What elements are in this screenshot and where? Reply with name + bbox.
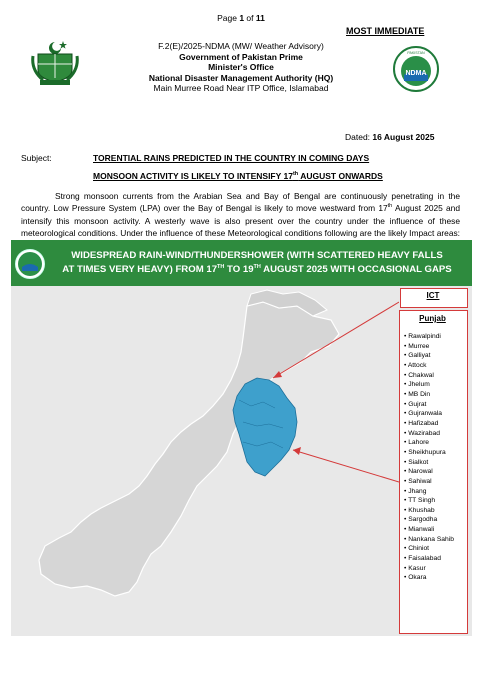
government-of-pakistan-emblem-icon <box>30 38 80 86</box>
body-part-1: Strong monsoon currents from the Arabian Sea and Bay of Bengal are continuously penetrating in the country. Low Pressure System (LPA) over the Bay of Bengal is likely to move westward from 17 <box>21 191 460 214</box>
date-value: 16 August 2025 <box>372 132 435 142</box>
district-item: • Jhelum <box>404 380 468 390</box>
district-item: • Hafizabad <box>404 419 468 429</box>
map-title-2a: AT TIMES VERY HEAVY) FROM 17 <box>62 263 218 275</box>
reference-number: F.2(E)/2025-NDMA (MW/ Weather Advisory) <box>158 41 324 51</box>
punjab-arrow <box>293 450 399 482</box>
ndma-banner-logo-icon <box>15 249 45 279</box>
district-item: • Chiniot <box>404 544 468 554</box>
district-item: • Jhang <box>404 487 468 497</box>
district-list <box>404 332 468 583</box>
district-item: • Galliyat <box>404 351 468 361</box>
letterhead <box>100 41 382 94</box>
district-item: • Wazirabad <box>404 429 468 439</box>
district-item: • Kasur <box>404 564 468 574</box>
page-of: of <box>244 13 256 23</box>
date-line <box>345 132 434 142</box>
page-number <box>0 13 482 23</box>
office-name: Minister's Office <box>208 62 274 72</box>
map-title-line-1: WIDESPREAD RAIN-WIND/THUNDERSHOWER (WITH SCATTERED HEAVY FALLS <box>71 250 443 261</box>
subject-label: Subject: <box>21 153 52 163</box>
district-item: • Okara <box>404 573 468 583</box>
district-item: • Chakwal <box>404 371 468 381</box>
map-title-sup1: TH <box>217 263 225 270</box>
subject-line-1: TORENTIAL RAINS PREDICTED IN THE COUNTRY IN COMING DAYS <box>93 153 370 163</box>
punjab-label: Punjab <box>419 314 446 323</box>
map-title-2b: TO 19 <box>224 263 254 275</box>
district-item: • MB Din <box>404 390 468 400</box>
punjab-highlight <box>233 378 297 476</box>
district-item: • Khushab <box>404 506 468 516</box>
district-item: • Narowal <box>404 467 468 477</box>
body-sup: th <box>387 203 393 210</box>
map-title-2c: AUGUST 2025 WITH OCCASIONAL GAPS <box>260 263 452 275</box>
district-item: • Sahiwal <box>404 477 468 487</box>
map-title-line-2 <box>48 263 466 277</box>
page-current: 1 <box>239 13 245 23</box>
page-total: 11 <box>255 13 265 23</box>
pakistan-country-shape <box>39 302 339 596</box>
district-item: • Mianwali <box>404 525 468 535</box>
district-item: • Attock <box>404 361 468 371</box>
district-item: • Sheikhupura <box>404 448 468 458</box>
district-item: • Faisalabad <box>404 554 468 564</box>
authority-name: National Disaster Management Authority (HQ) <box>148 72 334 83</box>
district-item: • Gujranwala <box>404 409 468 419</box>
district-item: • Sargodha <box>404 515 468 525</box>
subject-line-2-a: MONSOON ACTIVITY IS LIKELY TO INTENSIFY 17 <box>93 171 293 181</box>
district-item: • Gujrat <box>404 400 468 410</box>
body-part-2: August 2025 and intensify this monsoon activity. A westerly wave is also present over the country under the influence of these meteorological conditions. Under the influence of these Meteorological conditions following are the likely Impact areas: <box>21 203 460 239</box>
ndma-pakistan-logo-icon <box>392 45 440 93</box>
government-name: Government of Pakistan Prime <box>179 51 303 62</box>
subject-line-2 <box>93 171 383 181</box>
ndma-logo-text: NDMA <box>405 70 427 77</box>
map-title-sup2: TH <box>253 263 261 270</box>
date-label: Dated: <box>345 132 373 142</box>
priority-label: MOST IMMEDIATE <box>346 26 425 36</box>
map-banner-title <box>48 249 466 276</box>
address: Main Murree Road Near ITP Office, Islamabad <box>153 83 329 93</box>
subject-line-2-sup: th <box>292 171 299 178</box>
district-item: • Nankana Sahib <box>404 535 468 545</box>
ict-label: ICT <box>426 291 440 300</box>
district-item: • Sialkot <box>404 458 468 468</box>
page-prefix: Page <box>217 13 240 23</box>
subject-line-2-b: AUGUST ONWARDS <box>298 171 383 181</box>
district-item: • Lahore <box>404 438 468 448</box>
district-item: • TT Singh <box>404 496 468 506</box>
district-item: • Murree <box>404 342 468 352</box>
district-item: • Rawalpindi <box>404 332 468 342</box>
pakistan-map <box>11 286 399 636</box>
logo-country-text: PAKISTAN <box>407 51 425 55</box>
